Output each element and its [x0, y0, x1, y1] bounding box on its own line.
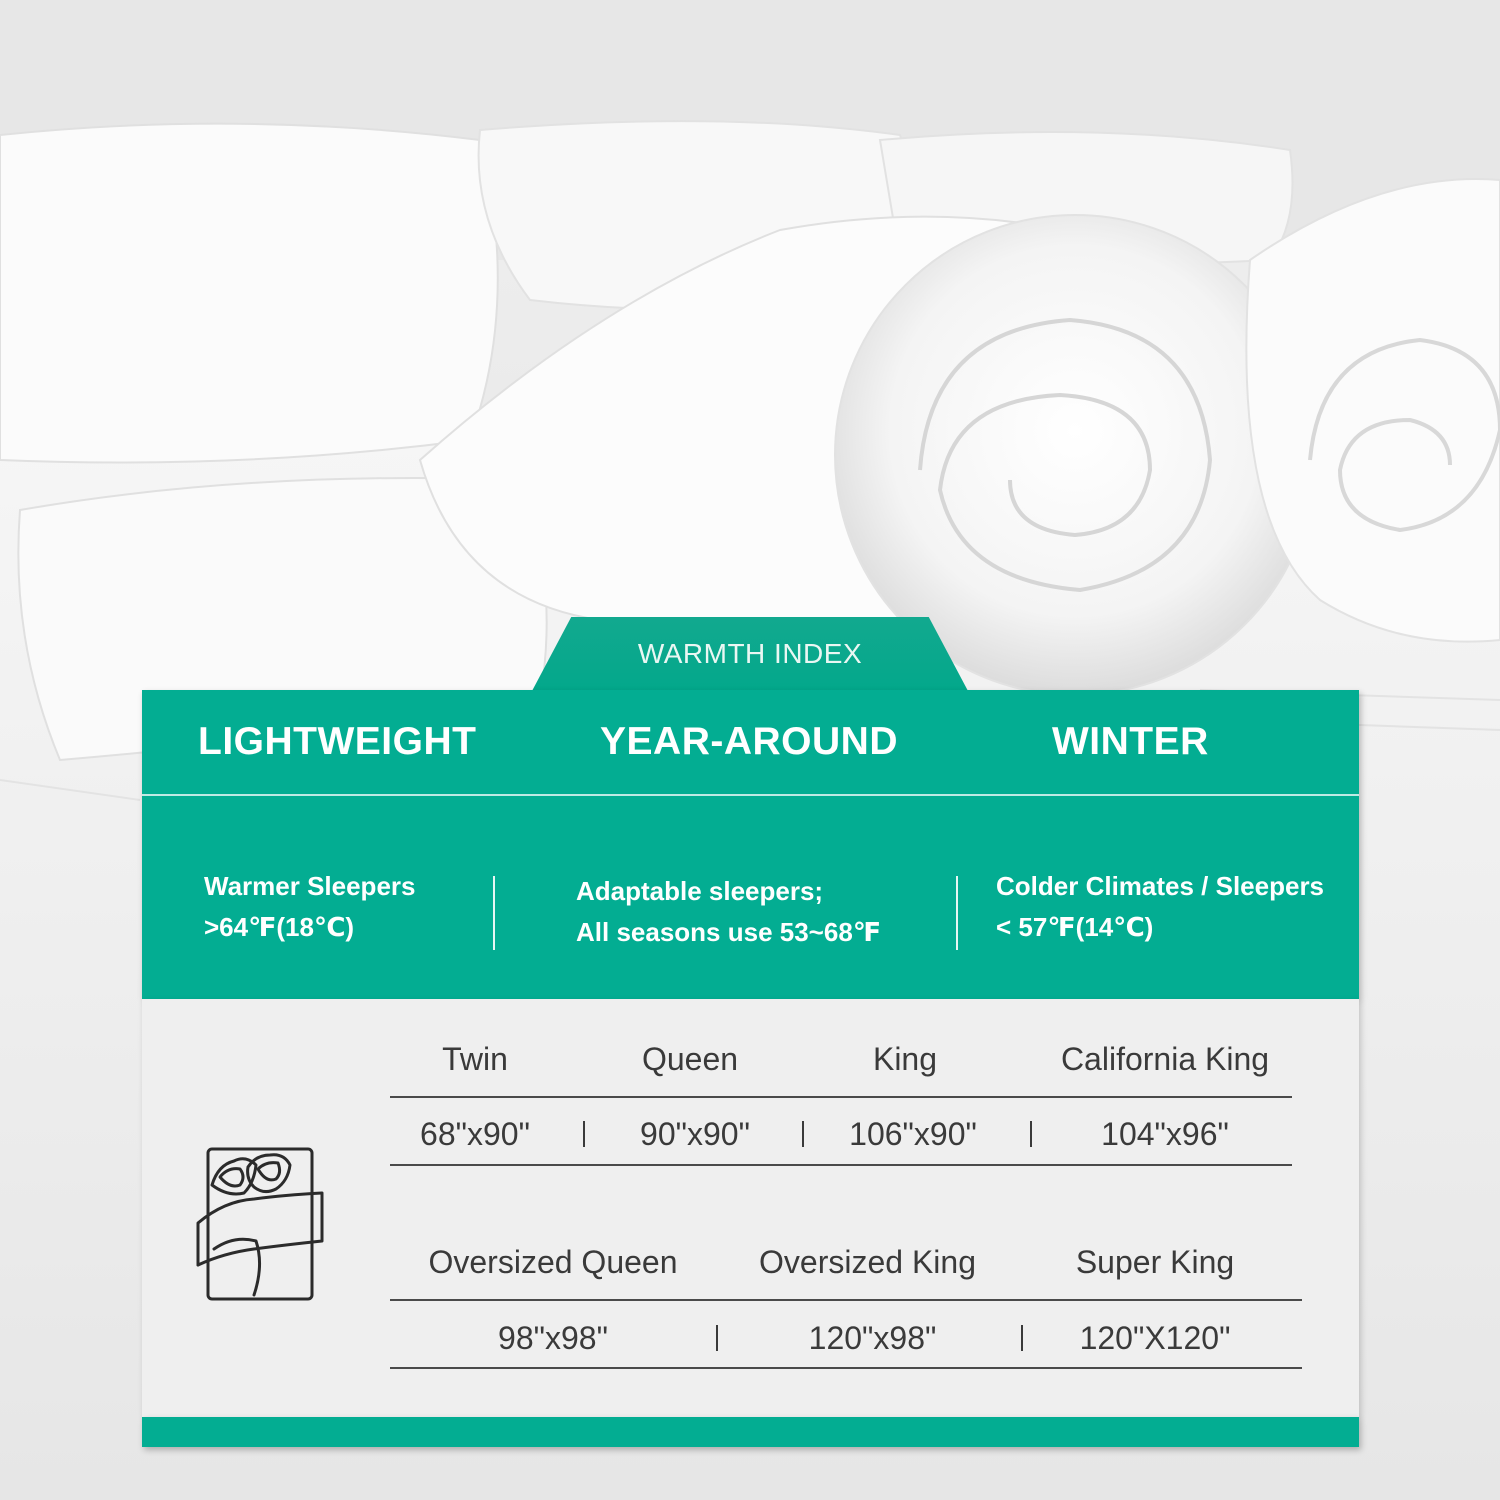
size-dim-twin: 68"x90" [420, 1116, 530, 1152]
warmth-panel [142, 690, 1359, 999]
header-divider [142, 794, 1359, 796]
warmth-index-label: WARMTH INDEX [637, 638, 863, 669]
size-dim-super-king: 120"X120" [1079, 1320, 1231, 1356]
column-title-winter: WINTER [1052, 720, 1209, 763]
size-name-queen: Queen [641, 1041, 739, 1077]
desc-line: Adaptable sleepers; [576, 876, 824, 906]
size-dim-oversized-queen: 98"x98" [498, 1320, 608, 1356]
size-dim-california-king: 104"x96" [1101, 1116, 1229, 1152]
column-desc-year-around [576, 871, 881, 953]
dim-separator [1021, 1325, 1023, 1351]
column-title-lightweight: LIGHTWEIGHT [198, 720, 477, 763]
desc-line: >64℉(18℃) [204, 912, 355, 942]
column-separator [493, 876, 495, 950]
row2-bottom-rule [390, 1367, 1302, 1369]
bed-icon [194, 1145, 324, 1301]
size-name-oversized-queen: Oversized Queen [428, 1244, 678, 1280]
desc-line: Warmer Sleepers [204, 871, 416, 901]
desc-line: All seasons use 53~68℉ [576, 917, 882, 947]
column-desc-winter [996, 866, 1324, 948]
bottom-accent-bar [142, 1417, 1359, 1447]
desc-line: Colder Climates / Sleepers [996, 871, 1325, 901]
row1-bottom-rule [390, 1164, 1292, 1166]
row2-top-rule [390, 1299, 1302, 1301]
size-dim-queen: 90"x90" [640, 1116, 750, 1152]
column-desc-lightweight [204, 866, 415, 948]
dim-separator [802, 1121, 804, 1147]
row1-top-rule [390, 1096, 1292, 1098]
size-name-king: King [872, 1041, 938, 1077]
dim-separator [716, 1325, 718, 1351]
size-name-california-king: California King [1060, 1041, 1270, 1077]
size-dim-oversized-king: 120"x98" [808, 1320, 937, 1356]
size-dim-king: 106"x90" [849, 1116, 977, 1152]
dim-separator [1030, 1121, 1032, 1147]
column-title-year-around: YEAR-AROUND [600, 720, 898, 763]
size-name-oversized-king: Oversized King [759, 1244, 976, 1280]
dim-separator [583, 1121, 585, 1147]
desc-line: < 57℉(14℃) [996, 912, 1154, 942]
size-name-super-king: Super King [1075, 1244, 1235, 1280]
column-separator [956, 876, 958, 950]
size-name-twin: Twin [442, 1041, 508, 1077]
